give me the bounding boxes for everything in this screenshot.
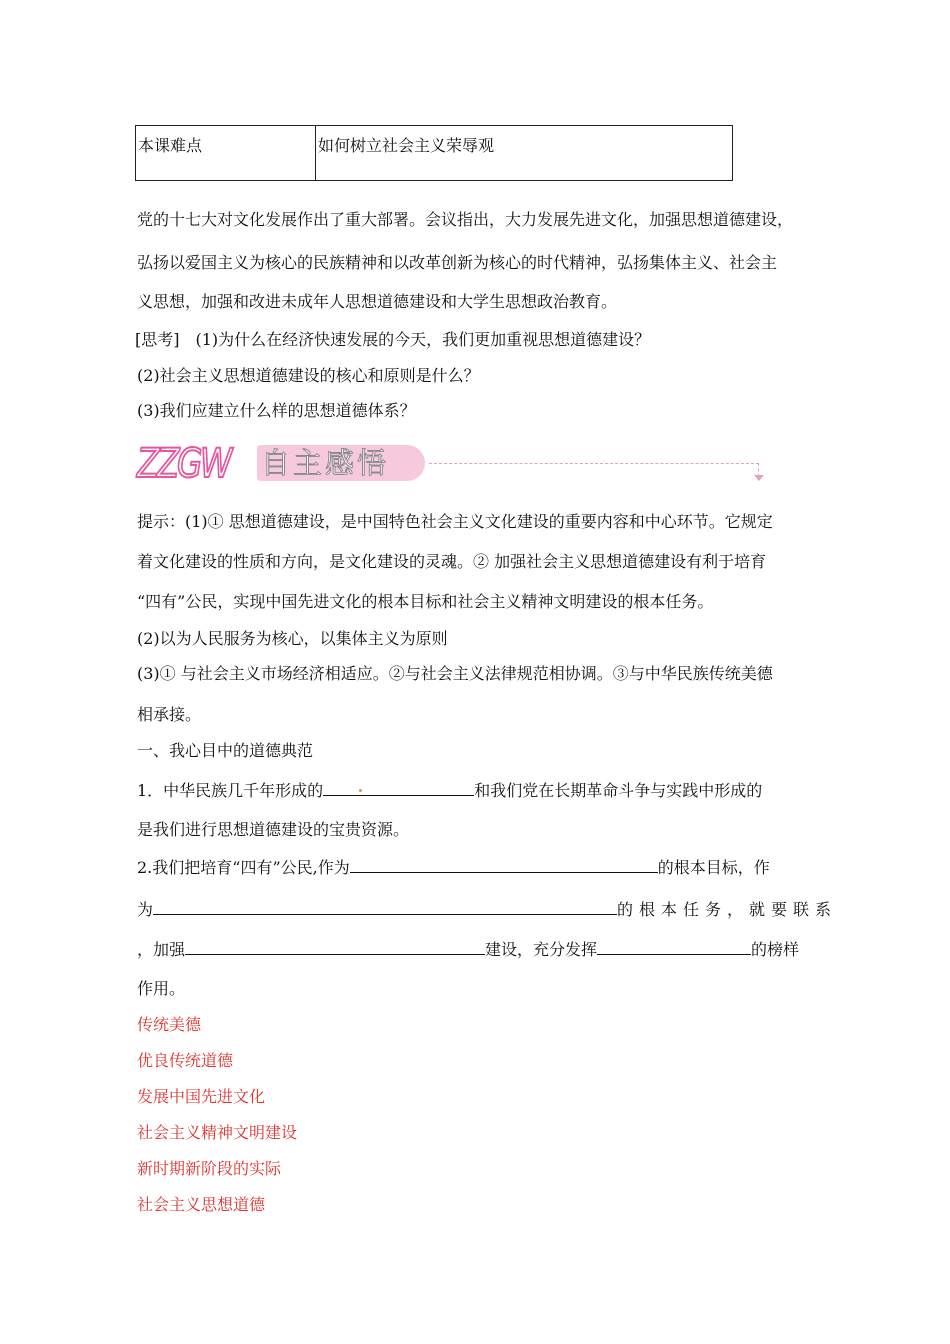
question-2-line-3 (137, 938, 799, 960)
answer-6: 社会主义思想道德 (137, 1195, 266, 1214)
answer-1: 传统美德 (137, 1015, 202, 1034)
think-question-3: (3)我们应建立什么样的思想道德体系？ (137, 401, 416, 420)
table-label: 本课难点 (136, 126, 316, 181)
blank-2[interactable] (350, 856, 658, 873)
answer-5: 新时期新阶段的实际 (137, 1159, 282, 1178)
info-table (135, 125, 733, 181)
q2-text-f: 建设，充分发挥 (485, 940, 598, 959)
hint-line-2: 着文化建设的性质和方向，是文化建设的灵魂。② 加强社会主义思想道德建设有利于培育 (137, 552, 767, 571)
q2-text-a: 2.我们把培育“四有”公民,作为 (137, 858, 350, 877)
accent-dot (359, 789, 362, 792)
table-value: 如何树立社会主义荣辱观 (316, 126, 733, 181)
hint-line-1: 提示：(1)① 思想道德建设，是中国特色社会主义文化建设的重要内容和中心环节。它规定 (137, 512, 773, 531)
hint-line-6: 相承接。 (137, 705, 202, 724)
section-heading: 一、我心目中的道德典范 (137, 741, 314, 760)
intro-line-1: 党的十七大对文化发展作出了重大部署。会议指出，大力发展先进文化，加强思想道德建设， (137, 210, 794, 229)
q2-text-d: 的根本任务，就要联系 (617, 900, 838, 919)
question-2-line-4: 作用。 (137, 979, 186, 998)
banner-dashed-line (429, 463, 759, 464)
think-question-1: [思考] (1)为什么在经济快速发展的今天，我们更加重视思想道德建设？ (135, 330, 651, 349)
section-banner (137, 441, 767, 487)
blank-1[interactable] (323, 779, 474, 796)
banner-logo: ZZGW (137, 441, 230, 487)
arrow-down-icon (754, 475, 764, 481)
q1-text-a: 1．中华民族几千年形成的 (137, 781, 324, 800)
answer-2: 优良传统道德 (137, 1051, 234, 1070)
blank-3[interactable] (153, 898, 617, 915)
blank-5[interactable] (597, 938, 751, 955)
banner-title: 自主感悟 (261, 446, 390, 480)
hint-line-3: “四有”公民，实现中国先进文化的根本目标和社会主义精神文明建设的根本任务。 (137, 592, 714, 611)
q2-text-e: ，加强 (137, 940, 186, 959)
intro-line-3: 义思想，加强和改进未成年人思想道德建设和大学生思想政治教育。 (137, 292, 618, 311)
question-1-line-2: 是我们进行思想道德建设的宝贵资源。 (137, 820, 410, 839)
q1-text-b: 和我们党在长期革命斗争与实践中形成的 (474, 781, 763, 800)
answer-3: 发展中国先进文化 (137, 1087, 266, 1106)
intro-line-2: 弘扬以爱国主义为核心的民族精神和以改革创新为核心的时代精神，弘扬集体主义、社会主 (137, 253, 778, 272)
question-2-line-1 (137, 856, 770, 878)
question-2-line-2 (137, 898, 837, 920)
hint-line-5: (3)① 与社会主义市场经济相适应。②与社会主义法律规范相协调。③与中华民族传统美德 (137, 664, 773, 683)
hint-line-4: (2)以为人民服务为核心，以集体主义为原则 (137, 629, 448, 648)
q2-text-c: 为 (137, 900, 154, 919)
think-question-2: (2)社会主义思想道德建设的核心和原则是什么？ (137, 366, 480, 385)
q2-text-g: 的榜样 (751, 940, 800, 959)
q2-text-b: 的根本目标，作 (657, 858, 770, 877)
question-1-line-1 (137, 779, 762, 801)
blank-4[interactable] (185, 938, 485, 955)
answer-4: 社会主义精神文明建设 (137, 1123, 298, 1142)
